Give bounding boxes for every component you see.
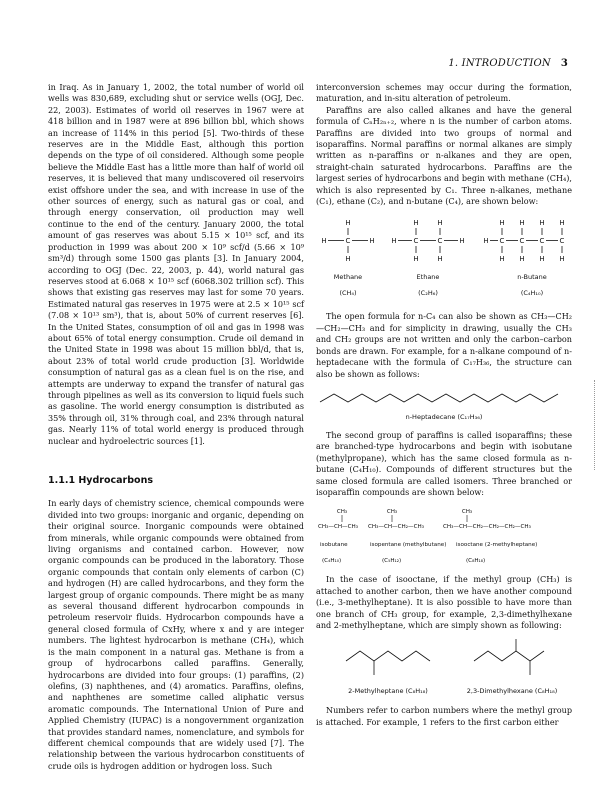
isopentane-chain: CH₃—CH—CH₂—CH₃ [368, 524, 424, 531]
isooctane-formula: (C₈H₁₈) [466, 558, 486, 565]
atom-label: H [519, 219, 525, 228]
atom-label: H [559, 219, 565, 228]
heptadecane-figure [316, 386, 572, 424]
isobutane-formula: (C₄H₁₀) [322, 558, 342, 565]
branched-alkanes-figure [316, 637, 572, 699]
isopentane-methyl: CH₃ [386, 509, 398, 516]
atom-label: H [559, 255, 565, 264]
atom-label: H [413, 219, 419, 228]
n-butane-label: n-Butane [517, 273, 547, 282]
left-paragraph-2: In early days of chemistry science, chemical compounds were divided into two groups: inorganic and organic, depending on their original source. Inorganic compounds were obtained from minerals, while organic compounds were obtained from living organisms and contained carbon. However, now organic compounds can be produced in the laboratory. Those organic compounds that contain only elements of carbon (C) and hydrogen (H) are called hydrocarbons, and they form the largest group of organic compounds. There might be as many as several thousand different hydrocarbon compounds in petroleum reservoir fluids. Hydrocarbon compounds have a general closed formula of CxHy, where x and y are integer numbers. The lightest hydrocarbon is methane (CH₄), which is the main component in a natural gas. Methane is from a group of hydrocarbons called paraffins. Generally, hydrocarbons are divided into four groups: (1) paraffins, (2) olefins, (3) naphthenes, and (4) aromatics. Paraffins, olefins, and naphthenes are sometime called aliphatic versus aromatic compounds. The International Union of Pure and Applied Chemistry (IUPAC) is a nongovernment organization that provides standard names, nomenclature, and symbols for different chemical compounds that are widely used [7]. The relationship between the various hydrocarbon constituents of crude oils is hydrogen addition or hydrogen loss. Such [48, 498, 304, 771]
isobutane-chain: CH₃—CH—CH₃ [318, 524, 359, 531]
right-paragraph-3: The open formula for n-C₄ can also be shown as CH₃—CH₂—CH₂—CH₃ and for simplicity in drawing, usually the CH₃ and CH₂ groups are not written and only the carbon–carbon bonds are drawn. For example, for a n-alkane compound of n-heptadecane with the formula of C₁₇H₃₆, the structure can also be shown as follows: [316, 311, 572, 379]
atom-label: C [559, 237, 565, 246]
2-methylheptane-skeleton [346, 651, 430, 661]
atom-label: H [345, 255, 351, 264]
atom-label: H [413, 255, 419, 264]
chapter-title: 1. INTRODUCTION [448, 58, 551, 69]
section-heading: 1.1.1 Hydrocarbons [48, 475, 153, 486]
atom-label: H [391, 237, 397, 246]
isooctane-methyl: CH₃ [461, 509, 473, 516]
atom-label: H [539, 219, 545, 228]
running-header [448, 58, 568, 69]
atom-label: C [539, 237, 545, 246]
atom-label: H [345, 219, 351, 228]
ethane-formula: (C₂H₆) [418, 289, 438, 298]
atom-label: H [539, 255, 545, 264]
heptadecane-chain [320, 394, 558, 402]
2,3-dimethylhexane-skeleton [474, 651, 544, 661]
atom-label: H [369, 237, 375, 246]
heptadecane-caption: n-Heptadecane (C₁₇H₃₆) [405, 412, 483, 421]
atom-label: C [519, 237, 525, 246]
atom-label: C [345, 237, 351, 246]
2-methylheptane-caption: 2-Methylheptane (C₈H₁₈) [348, 687, 428, 696]
atom-label: H [519, 255, 525, 264]
right-paragraph-1: interconversion schemes may occur during the formation, maturation, and in-situ alteration of petroleum. [316, 82, 572, 104]
isopentane-formula: (C₅H₁₂) [382, 558, 402, 565]
isoparaffins-figure [316, 504, 572, 568]
right-paragraph-5: In the case of isooctane, if the methyl group (CH₃) is attached to another carbon, then we have another compound (i.e., 3-methylheptane). It is also possible to have more than one branch of CH₃ group, for example, 2,3-dimethylhexane and 2-methylheptane, which are simply shown as following: [316, 574, 572, 630]
2,3-dimethylhexane-caption: 2,3-Dimethylhexane (C₈H₁₈) [466, 687, 558, 696]
atom-label: C [413, 237, 419, 246]
isopentane-label: isopentane (methylbutane) [370, 542, 447, 549]
left-column [48, 82, 304, 772]
right-paragraph-6: Numbers refer to carbon numbers where the methyl group is attached. For example, 1 refers to the first carbon either [316, 705, 572, 727]
right-paragraph-2: Paraffins are also called alkanes and have the general formula of CₙH₂ₙ₊₂, where n is the number of carbon atoms. Paraffins are divided into two groups of normal and isoparaffins. Normal paraffins or normal alkanes are simply written as n-paraffins or n-alkanes and they are open, straight-chain saturated hydrocarbons. Paraffins are the largest series of hydrocarbons and begin with methane (CH₄), which is also represented by C₁. Three n-alkanes, methane (C₁), ethane (C₂), and n-butane (C₄), are shown below: [316, 104, 572, 207]
isooctane-label: isooctane (2-methylheptane) [456, 542, 538, 549]
atom-label: H [437, 255, 443, 264]
methane-label: Methane [333, 273, 363, 282]
n-alkanes-figure [316, 213, 572, 305]
atom-label: C [437, 237, 443, 246]
atom-label: H [321, 237, 327, 246]
atom-label: H [459, 237, 465, 246]
isooctane-chain: CH₃—CH—CH₂—CH₂—CH₂—CH₃ [443, 524, 531, 531]
atom-label: C [499, 237, 505, 246]
right-paragraph-4: The second group of paraffins is called isoparaffins; these are branched-type hydrocarbons and begin with isobutane (methylpropane), which has the same closed formula as n-butane (C₄H₁₀). Compounds of different structures but the same closed formula are called isomers. Three branched or isoparaffin compounds are shown below: [316, 429, 572, 497]
atom-label: H [483, 237, 489, 246]
margin-dotted-line [594, 380, 597, 470]
isobutane-label: isobutane [320, 542, 348, 549]
methane-formula: (CH₄) [339, 289, 357, 298]
n-butane-formula: (C₄H₁₀) [520, 289, 544, 298]
page-number: 3 [560, 58, 568, 69]
left-paragraph-1: in Iraq. As in January 1, 2002, the total number of world oil wells was 830,689, excluding shut or service wells (OGJ, Dec. 22, 2003). Estimates of world oil reserves in 1967 were at 418 billion and in 1987 were at 896 billion bbl, which shows an increase of 114% in this period [5]. Two-thirds of these reserves are in the Middle East, although this portion depends on the type of oil considered. Although some people believe the Middle East has a little more than half of world oil reserves, it is believed that many undiscovered oil reservoirs exist offshore under the sea, and with increase in use of the other sources of energy, such as natural gas or coal, and through energy conservation, oil production may well continue to the end of the century. January 2000, the total amount of gas reserves was about 5.15 × 10¹⁵ scf, and its production in 1999 was about 200 × 10⁹ scf/d (5.66 × 10⁹ sm³/d) through some 1500 gas plants [3]. In January 2004, according to OGJ (Dec. 22, 2003, p. 44), world natural gas reserves stood at 6.068 × 10¹⁵ scf (6068.302 trillion scf). This shows that existing gas reserves may last for some 70 years. Estimated natural gas reserves in 1975 were at 2.5 × 10¹⁵ scf (7.08 × 10¹³ sm³), that is, about 50% of current reserves [6]. In the United States, consumption of oil and gas in 1998 was about 65% of total energy consumption. Crude oil demand in the United State in 1998 was about 15 million bbl/d, that is, about 23% of total world crude production [3]. Worldwide consumption of natural gas as a clean fuel is on the rise, and attempts are underway to expand the transfer of natural gas through pipelines as well as its conversion to liquid fuels such as gasoline. The world energy consumption is distributed as 35% through oil, 31% through coal, and 23% through natural gas. Nearly 11% of total world energy is produced through nuclear and hydroelectric sources [1]. [48, 82, 304, 446]
atom-label: H [437, 219, 443, 228]
atom-label: H [499, 255, 505, 264]
atom-label: H [499, 219, 505, 228]
right-column [316, 82, 572, 728]
isobutane-methyl: CH₃ [336, 509, 348, 516]
ethane-label: Ethane [416, 273, 440, 282]
